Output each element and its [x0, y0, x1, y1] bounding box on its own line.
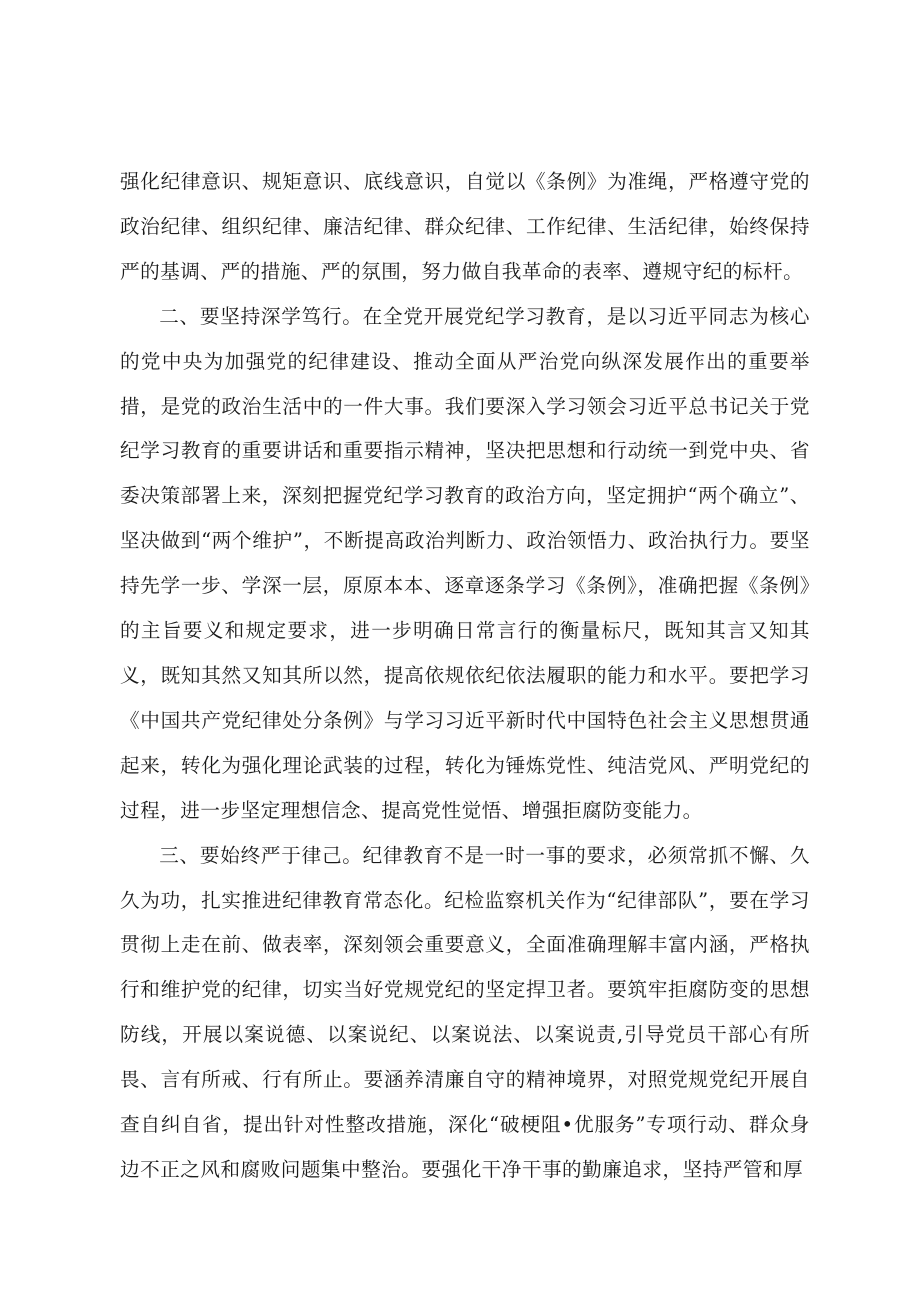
- document-body: [120, 160, 810, 1193]
- paragraph-continuation: 强化纪律意识、规矩意识、底线意识，自觉以《条例》为准绳，严格遵守党的政治纪律、组织纪律、廉洁纪律、群众纪律、工作纪律、生活纪律，始终保持严的基调、严的措施、严的氛围，努力做自我革命的表率、遵规守纪的标杆。: [120, 170, 810, 283]
- paragraph-section-two: 二、要坚持深学笃行。在全党开展党纪学习教育，是以习近平同志为核心的党中央为加强党的纪律建设、推动全面从严治党向纵深发展作出的重要举措，是党的政治生活中的一件大事。我们要深入学习领会习近平总书记关于党纪学习教育的重要讲话和重要指示精神，坚决把思想和行动统一到党中央、省委决策部署上来，深刻把握党纪学习教育的政治方向，坚定拥护“两个确立”、坚决做到“两个维护”，不断提高政治判断力、政治领悟力、政治执行力。要坚持先学一步、学深一层，原原本本、逐章逐条学习《条例》，准确把握《条例》的主旨要义和规定要求，进一步明确日常言行的衡量标尺，既知其言又知其义，既知其然又知其所以然，提高依规依纪依法履职的能力和水平。要把学习《中国共产党纪律处分条例》与学习习近平新时代中国特色社会主义思想贯通起来，转化为强化理论武装的过程，转化为锤炼党性、纯洁党风、严明党纪的过程，进一步坚定理想信念、提高党性觉悟、增强拒腐防变能力。: [120, 304, 810, 822]
- paragraph-section-three: 三、要始终严于律己。纪律教育不是一时一事的要求，必须常抓不懈、久久为功，扎实推进纪律教育常态化。纪检监察机关作为“纪律部队”，要在学习贯彻上走在前、做表率，深刻领会重要意义，全面准确理解丰富内涵，严格执行和维护党的纪律，切实当好党规党纪的坚定捍卫者。要筑牢拒腐防变的思想防线，开展以案说德、以案说纪、以案说法、以案说责,引导党员干部心有所畏、言有所戒、行有所止。要涵养清廉自守的精神境界，对照党规党纪开展自查自纠自省，提出针对性整改措施，深化“破梗阻•优服务”专项行动、群众身边不正之风和腐败问题集中整治。要强化干净干事的勤廉追求，坚持严管和厚: [120, 843, 810, 1181]
